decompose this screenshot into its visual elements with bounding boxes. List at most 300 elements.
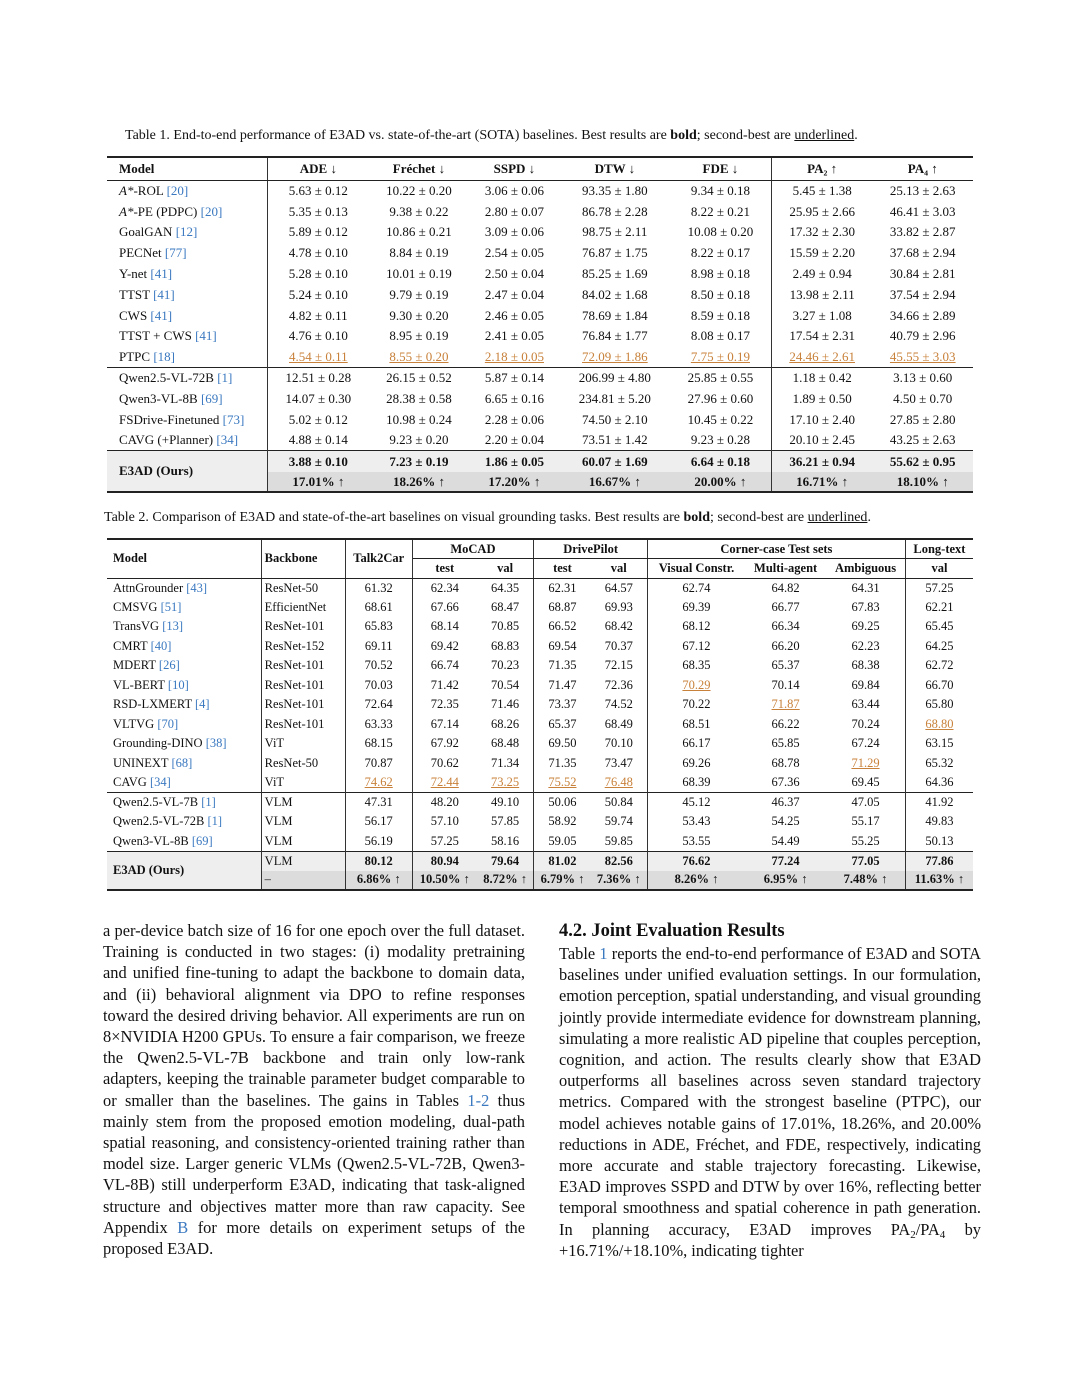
gain-cell: 8.26% ↑: [647, 871, 745, 891]
value-text: 25.13 ± 2.63: [889, 183, 956, 199]
value-text: 3.06 ± 0.06: [484, 183, 544, 199]
table2-header-mocad: MoCAD: [412, 539, 534, 559]
model-name: VL-BERT: [113, 677, 165, 692]
table2-header-long-text-val: val: [905, 559, 973, 579]
value-cell: [826, 578, 905, 598]
value-cell: [826, 656, 905, 676]
value-text: 4.78 ± 0.10: [288, 245, 348, 261]
model-name: Qwen2.5-VL-72B: [119, 370, 214, 386]
value-text: 70.87: [364, 755, 393, 770]
model-cell: [107, 754, 261, 774]
value-cell: [771, 181, 872, 202]
value-cell: [647, 832, 745, 852]
table1: [107, 156, 973, 493]
value-cell: [873, 430, 974, 451]
value-cell: [469, 430, 560, 451]
value-text: 66.77: [771, 599, 800, 614]
value-text: 3.09 ± 0.06: [484, 224, 544, 240]
backbone-cell: ResNet-101: [261, 676, 345, 696]
value-cell: [268, 409, 369, 430]
value-cell: [905, 617, 973, 637]
value-cell: [345, 637, 412, 657]
model-name: RSD-LXMERT: [113, 697, 192, 712]
value-cell: [369, 430, 469, 451]
citation-link[interactable]: [41]: [195, 328, 217, 344]
value-cell: [534, 754, 591, 774]
value-text: 70.52: [364, 658, 393, 673]
value-text: 206.99 ± 4.80: [578, 370, 651, 386]
value-text: 65.83: [364, 619, 393, 634]
citation-link[interactable]: [1]: [217, 370, 233, 386]
value-text: 25.95 ± 2.66: [789, 203, 855, 219]
value-cell: [771, 201, 872, 222]
value-cell: [369, 409, 469, 430]
value-cell: [534, 832, 591, 852]
value-cell: [826, 812, 905, 832]
table-row: [107, 676, 973, 696]
gain-cell: 17.20% ↑: [469, 472, 560, 493]
value-cell: [873, 284, 974, 305]
value-cell: [647, 754, 745, 774]
table1-caption-text: End-to-end performance of E3AD vs. state-of-the-art (SOTA) baselines. Best results are: [173, 128, 667, 143]
value-text: 10.01 ± 0.19: [386, 266, 452, 282]
gain-cell: 7.48% ↑: [826, 871, 905, 891]
value-text: 71.46: [491, 697, 520, 712]
value-cell: [345, 754, 412, 774]
model-cell: [107, 284, 268, 305]
value-cell: [591, 793, 648, 813]
value-text: 34.66 ± 2.89: [889, 307, 956, 323]
value-cell: [412, 695, 477, 715]
citation-link[interactable]: [51]: [160, 599, 182, 614]
right-paragraph: [559, 943, 981, 1261]
value-text: 69.26: [682, 755, 711, 770]
value-cell: [469, 201, 560, 222]
value-text: 33.82 ± 2.87: [889, 224, 956, 240]
value-text: 2.49 ± 0.94: [792, 266, 852, 282]
table-row: [107, 793, 973, 813]
value-text: 68.12: [682, 619, 711, 634]
ours-value-cell: 7.23 ± 0.19: [369, 451, 469, 472]
value-text: 17.10 ± 2.40: [789, 411, 855, 427]
value-text: 57.25: [430, 833, 459, 848]
model-name: TransVG: [113, 619, 160, 634]
backbone-cell: EfficientNet: [261, 598, 345, 618]
value-cell: [268, 305, 369, 326]
citation-link[interactable]: [12]: [175, 224, 198, 240]
table2-caption-end: .: [867, 510, 871, 525]
value-cell: [560, 243, 670, 264]
citation-link[interactable]: [38]: [205, 736, 227, 751]
table-row: [107, 181, 973, 202]
value-cell: [412, 754, 477, 774]
value-text: 2.18 ± 0.05: [484, 349, 544, 365]
table-row: [107, 734, 973, 754]
value-cell: [477, 637, 534, 657]
left-paragraph-text-3: for more details on experiment setups of the proposed E3AD.: [103, 1217, 525, 1259]
table2-header-visual-constr: Visual Constr.: [647, 559, 745, 579]
value-text: 70.29: [682, 677, 711, 692]
table-row: [107, 284, 973, 305]
table2-caption-underlined: underlined: [807, 510, 868, 525]
table-row: [107, 264, 973, 285]
citation-link[interactable]: [20]: [200, 203, 223, 219]
value-text: 54.49: [771, 833, 800, 848]
value-cell: [670, 264, 771, 285]
citation-link[interactable]: [70]: [157, 716, 179, 731]
table1-header-cell: Fréchet ↓: [369, 157, 469, 181]
table-row-ours: [107, 451, 973, 472]
citation-link[interactable]: [41]: [150, 307, 173, 323]
value-cell: [905, 656, 973, 676]
model-name: Qwen2.5-VL-72B: [113, 814, 205, 829]
value-text: 4.82 ± 0.11: [289, 307, 348, 323]
table1-caption-mid: ; second-best are: [696, 128, 791, 143]
value-text: 70.62: [430, 755, 459, 770]
value-cell: [469, 264, 560, 285]
value-text: 64.36: [925, 775, 954, 789]
value-cell: [534, 734, 591, 754]
value-text: 68.42: [604, 619, 633, 634]
gain-cell: 6.95% ↑: [745, 871, 826, 891]
value-cell: [345, 715, 412, 735]
value-text: 68.38: [851, 658, 880, 673]
left-paragraph-text-2: thus mainly stem from the proposed emotion modeling, dual-path spatial reasoning, and consistency-oriented training rather than model size. Larger generic VLMs (Qwen2.5-VL-72B, Qwen3-VL-8B) still underperform E3AD, indicating that task-aligned structure and objectives matter more than raw capacity. See Appendix: [103, 1090, 525, 1237]
value-cell: [412, 832, 477, 852]
value-text: 37.68 ± 2.94: [889, 245, 956, 261]
citation-link[interactable]: [18]: [153, 349, 175, 365]
value-cell: [745, 695, 826, 715]
value-text: 2.28 ± 0.06: [484, 411, 544, 427]
value-cell: [771, 388, 872, 409]
value-text: 25.85 ± 0.55: [687, 370, 754, 386]
backbone-cell: VLM: [261, 812, 345, 832]
value-text: 45.12: [682, 795, 711, 809]
model-name: CMRT: [113, 638, 148, 653]
citation-link[interactable]: [10]: [167, 677, 189, 692]
value-cell: [771, 326, 872, 347]
value-text: 98.75 ± 2.11: [582, 224, 648, 240]
model-cell: [107, 409, 268, 430]
value-cell: [469, 222, 560, 243]
table-row: [107, 409, 973, 430]
value-cell: [771, 409, 872, 430]
table-row: [107, 430, 973, 451]
model-name: Grounding-DINO: [113, 736, 203, 751]
value-cell: [745, 637, 826, 657]
value-text: 50.84: [604, 795, 633, 809]
citation-link[interactable]: [34]: [149, 775, 171, 789]
value-text: 65.32: [925, 755, 954, 770]
value-cell: [905, 812, 973, 832]
value-text: 50.13: [925, 833, 954, 848]
table1-header-cell: Model: [107, 157, 268, 181]
value-cell: [670, 222, 771, 243]
model-cell: [107, 222, 268, 243]
ours-value-cell: 79.64: [477, 851, 534, 871]
value-text: 4.54 ± 0.11: [289, 349, 348, 365]
value-cell: [560, 409, 670, 430]
citation-link[interactable]: [43]: [186, 580, 208, 595]
table1-link-right[interactable]: 1: [599, 944, 608, 963]
model-name: AttnGrounder: [113, 580, 184, 595]
value-text: 67.36: [771, 775, 800, 789]
value-cell: [905, 695, 973, 715]
value-cell: [369, 368, 469, 389]
citation-link[interactable]: [41]: [150, 266, 173, 282]
gain-cell: 11.63% ↑: [905, 871, 973, 891]
table-row-ours: [107, 851, 973, 871]
value-text: 1.89 ± 0.50: [792, 390, 852, 406]
value-cell: [534, 715, 591, 735]
citation-link[interactable]: [34]: [216, 432, 239, 448]
value-text: 66.34: [771, 619, 800, 634]
value-text: 15.59 ± 2.20: [789, 245, 855, 261]
table2: [107, 538, 973, 891]
ours-value-cell: 60.07 ± 1.69: [560, 451, 670, 472]
value-text: 10.22 ± 0.20: [386, 183, 452, 199]
table1-link[interactable]: 1: [467, 1090, 476, 1110]
value-text: 40.79 ± 2.96: [889, 328, 956, 344]
table1-header-cell: SSPD ↓: [469, 157, 560, 181]
value-cell: [873, 368, 974, 389]
value-cell: [469, 181, 560, 202]
value-cell: [345, 695, 412, 715]
table2-header-drivepilot-test: test: [534, 559, 591, 579]
model-name: Qwen3-VL-8B: [119, 390, 198, 406]
table-row: [107, 305, 973, 326]
value-cell: [905, 734, 973, 754]
value-cell: [534, 617, 591, 637]
value-cell: [469, 305, 560, 326]
value-text: 73.25: [491, 775, 520, 789]
value-text: 24.46 ± 2.61: [789, 349, 855, 365]
citation-link[interactable]: [20]: [166, 183, 189, 199]
value-text: 47.05: [851, 795, 880, 809]
backbone-cell: VLM: [261, 832, 345, 852]
value-cell: [745, 617, 826, 637]
value-cell: [670, 201, 771, 222]
value-cell: [745, 715, 826, 735]
value-cell: [412, 773, 477, 793]
value-cell: [369, 201, 469, 222]
citation-link[interactable]: [73]: [222, 411, 245, 427]
value-text: 2.41 ± 0.05: [484, 328, 544, 344]
value-text: 8.55 ± 0.20: [389, 349, 449, 365]
value-text: 76.87 ± 1.75: [582, 245, 648, 261]
value-text: 5.87 ± 0.14: [484, 370, 544, 386]
value-text: 64.82: [771, 580, 800, 595]
value-cell: [477, 715, 534, 735]
value-text: 67.83: [851, 599, 880, 614]
value-cell: [905, 715, 973, 735]
value-text: 73.47: [604, 755, 633, 770]
pa-metric-text: $PA_2/PA_4$: [890, 1219, 946, 1241]
value-text: 68.51: [682, 716, 711, 731]
model-name: Qwen2.5-VL-7B: [113, 795, 199, 809]
value-cell: [826, 754, 905, 774]
appendix-link[interactable]: B: [177, 1217, 189, 1237]
value-cell: [647, 812, 745, 832]
ours-model-cell: E3AD (Ours): [107, 451, 268, 493]
backbone-cell: ResNet-101: [261, 695, 345, 715]
value-text: 70.14: [771, 677, 800, 692]
citation-link[interactable]: [4]: [195, 697, 210, 712]
value-text: 20.10 ± 2.45: [789, 432, 855, 448]
table-row: [107, 773, 973, 793]
value-cell: [771, 305, 872, 326]
table2-caption-label: Table 2.: [104, 510, 149, 525]
table2-header-mocad-val: val: [477, 559, 534, 579]
model-cell: [107, 676, 261, 696]
value-cell: [771, 284, 872, 305]
value-cell: [745, 754, 826, 774]
value-cell: [369, 181, 469, 202]
citation-link[interactable]: [26]: [158, 658, 180, 673]
value-cell: [477, 734, 534, 754]
value-cell: [268, 243, 369, 264]
value-cell: [268, 284, 369, 305]
value-cell: [591, 578, 648, 598]
table2-header-row-1: [107, 539, 973, 559]
value-text: 69.54: [548, 638, 577, 653]
value-cell: [534, 812, 591, 832]
value-cell: [412, 598, 477, 618]
citation-link[interactable]: [69]: [200, 390, 223, 406]
value-cell: [345, 676, 412, 696]
value-text: 68.39: [682, 775, 711, 789]
value-text: 69.25: [851, 619, 880, 634]
citation-link[interactable]: [40]: [150, 638, 172, 653]
value-text: 50.06: [548, 795, 577, 809]
section-title: 4.2. Joint Evaluation Results: [559, 921, 785, 941]
value-cell: [826, 617, 905, 637]
value-text: 2.50 ± 0.04: [484, 266, 544, 282]
value-cell: [369, 388, 469, 409]
citation-link[interactable]: [1]: [207, 814, 223, 829]
value-text: 72.15: [604, 658, 633, 673]
citation-link[interactable]: [41]: [153, 286, 175, 302]
citation-link[interactable]: [77]: [164, 245, 187, 261]
citation-link[interactable]: [1]: [201, 795, 216, 809]
value-text: 76.48: [604, 775, 633, 789]
gain-cell: 7.36% ↑: [591, 871, 648, 891]
gain-cell: 17.01% ↑: [268, 472, 369, 493]
ours-value-cell: 1.86 ± 0.05: [469, 451, 560, 472]
value-text: 68.83: [491, 638, 520, 653]
value-text: 66.17: [682, 736, 711, 751]
table2-link[interactable]: 2: [481, 1090, 490, 1110]
value-cell: [345, 812, 412, 832]
table-row: [107, 715, 973, 735]
value-cell: [905, 754, 973, 774]
value-text: 72.44: [430, 775, 459, 789]
citation-link[interactable]: [69]: [191, 833, 213, 848]
value-text: 93.35 ± 1.80: [582, 183, 648, 199]
value-text: 74.50 ± 2.10: [582, 411, 648, 427]
value-text: 73.51 ± 1.42: [582, 432, 648, 448]
value-cell: [469, 409, 560, 430]
value-cell: [469, 368, 560, 389]
table2-header-model: Model: [107, 539, 261, 578]
value-text: 8.22 ± 0.17: [690, 245, 750, 261]
right-paragraph-start: Table: [559, 944, 596, 963]
value-cell: [534, 676, 591, 696]
model-cell: [107, 695, 261, 715]
table2-header-long-text: Long-text: [905, 539, 973, 559]
value-cell: [369, 222, 469, 243]
value-text: 55.17: [851, 814, 880, 829]
table1-header-cell: ADE ↓: [268, 157, 369, 181]
value-cell: [873, 201, 974, 222]
value-text: 53.43: [682, 814, 711, 829]
table1-header-cell: DTW ↓: [560, 157, 670, 181]
value-text: 66.70: [925, 677, 954, 692]
table1-caption-underlined: underlined: [794, 128, 855, 143]
value-cell: [771, 243, 872, 264]
value-cell: [477, 676, 534, 696]
value-cell: [647, 656, 745, 676]
model-cell: [107, 617, 261, 637]
value-text: 27.96 ± 0.60: [687, 390, 754, 406]
value-text: 68.14: [430, 619, 459, 634]
value-cell: [745, 773, 826, 793]
value-text: 12.51 ± 0.28: [285, 370, 352, 386]
backbone-cell: ResNet-152: [261, 637, 345, 657]
value-text: 8.08 ± 0.17: [690, 328, 750, 344]
citation-link[interactable]: [13]: [162, 619, 184, 634]
table2-body: [107, 578, 973, 890]
model-cell: [107, 347, 268, 368]
table1-header-cell: PA₄ ↑: [873, 157, 974, 181]
left-column: [103, 920, 525, 1259]
value-cell: [670, 409, 771, 430]
value-text: 30.84 ± 2.81: [889, 266, 956, 282]
citation-link[interactable]: [68]: [171, 755, 193, 770]
model-cell: [107, 305, 268, 326]
model-cell: [107, 181, 268, 202]
value-cell: [771, 347, 872, 368]
value-text: 69.84: [851, 677, 880, 692]
value-cell: [369, 284, 469, 305]
value-text: 56.19: [364, 833, 393, 848]
table2-caption-bold: bold: [683, 510, 710, 525]
table1-header-cell: FDE ↓: [670, 157, 771, 181]
table2-caption-text: Comparison of E3AD and state-of-the-art baselines on visual grounding tasks. Best results are: [152, 510, 681, 525]
value-cell: [873, 181, 974, 202]
model-name: VLTVG: [113, 716, 155, 731]
value-text: 8.95 ± 0.19: [389, 328, 449, 344]
ours-value-cell: 80.12: [345, 851, 412, 871]
value-cell: [670, 388, 771, 409]
table-row: [107, 812, 973, 832]
ours-value-cell: 82.56: [591, 851, 648, 871]
value-cell: [412, 715, 477, 735]
value-cell: [745, 598, 826, 618]
value-text: 64.25: [925, 638, 954, 653]
value-cell: [268, 201, 369, 222]
value-text: 74.52: [604, 697, 633, 712]
value-cell: [873, 409, 974, 430]
value-text: 71.35: [548, 658, 577, 673]
value-cell: [560, 368, 670, 389]
value-cell: [369, 264, 469, 285]
model-name: CAVG: [113, 775, 147, 789]
table2-header-drivepilot-val: val: [591, 559, 648, 579]
table2-header-drivepilot: DrivePilot: [534, 539, 648, 559]
value-text: 64.31: [851, 580, 880, 595]
value-text: 68.47: [491, 599, 520, 614]
